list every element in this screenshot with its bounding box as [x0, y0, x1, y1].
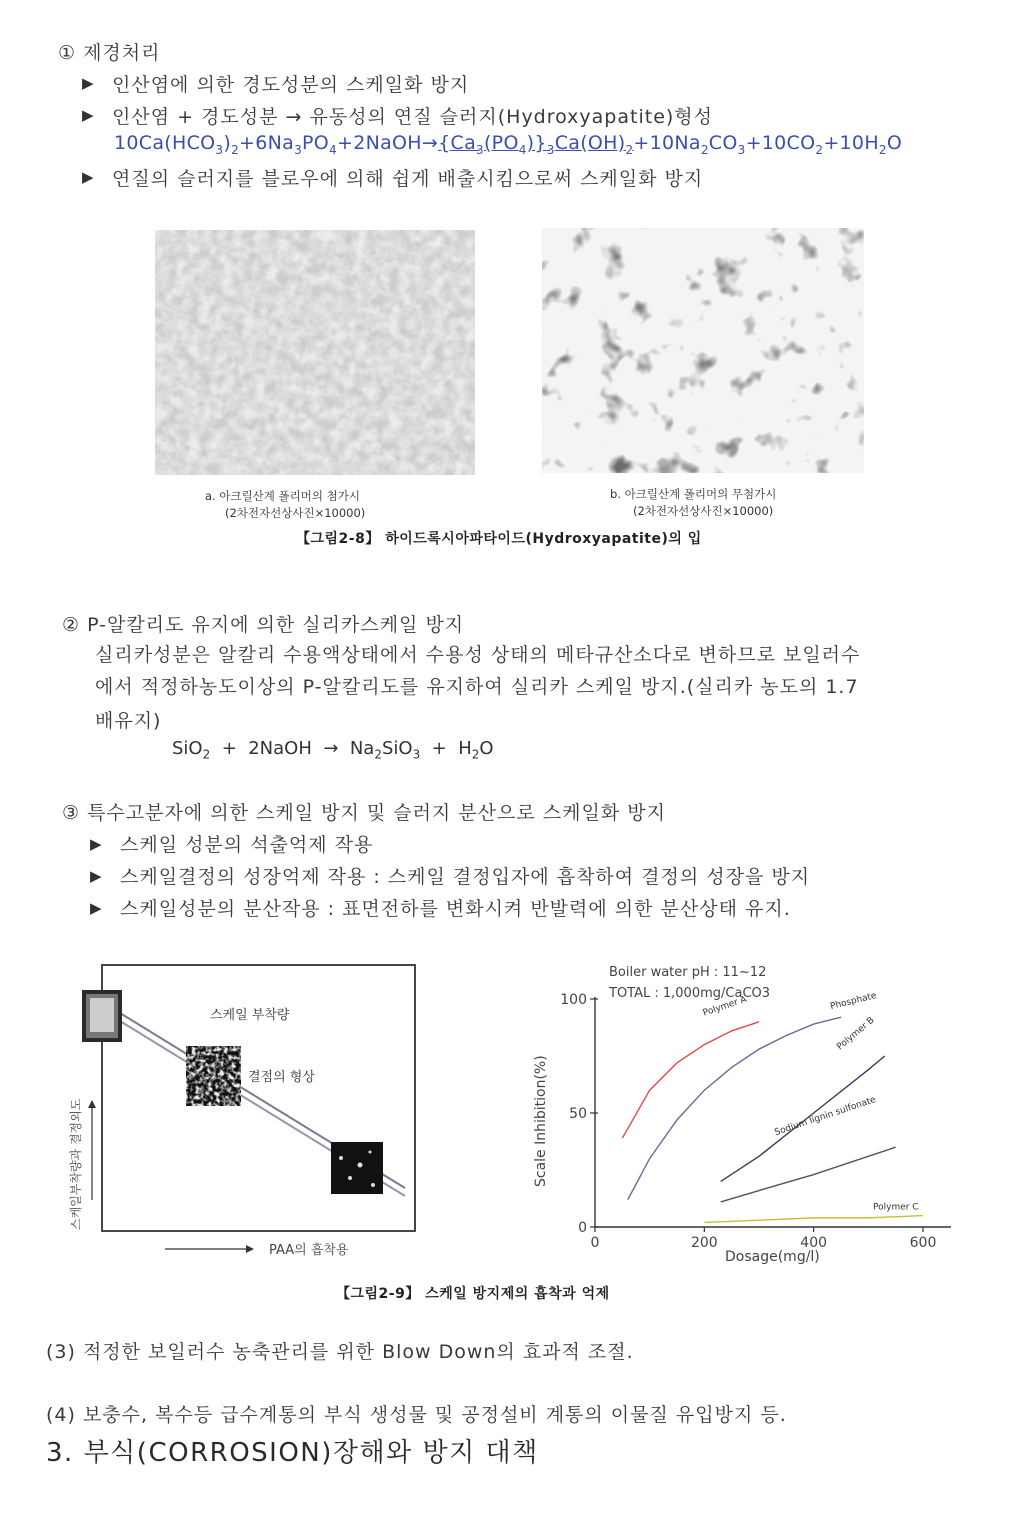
x-tick-label: 600: [909, 1235, 937, 1251]
chart-y-label: Scale Inhibition(%): [533, 1055, 549, 1187]
chart-title-line1: Boiler water pH : 11~12: [609, 965, 767, 980]
series-line-sodium-lignin-sulfonate: [721, 1147, 896, 1202]
series-line-polymer-c: [704, 1216, 923, 1223]
scale-inhibition-chart: [525, 955, 965, 1275]
label-crystal-shape: 결점의 형상: [248, 1070, 315, 1085]
section1-bullet-2: 인산염 + 경도성분 → 유동성의 연질 슬러지(Hydroxyapatite)형성: [112, 106, 714, 128]
chart-svg: [525, 955, 965, 1275]
bullet-icon: ▶: [90, 899, 102, 917]
hydroxyapatite-equation: $10Ca(HCO_3)_2+6Na_3PO_4+2NaOH\to\{Ca_3(PO_4)\}_3Ca(OH)_2+10Na_2CO_3+10CO_2+10H_2O$: [114, 132, 903, 157]
caption-a-line1: a. 아크릴산계 폴리머의 첨가시: [205, 489, 360, 503]
figure-2-9-title: 【그림2-9】 스케일 방지제의 흡착과 억제: [336, 1286, 610, 1302]
series-label: Polymer B: [835, 1015, 877, 1053]
bullet-icon: ▶: [90, 835, 102, 853]
series-line-polymer-a: [622, 1022, 759, 1138]
crystal-image-small: [331, 1142, 383, 1194]
section-heading-corrosion: 3. 부식(CORROSION)장해와 방지 대책: [46, 1438, 539, 1468]
x-tick-label: 400: [800, 1235, 828, 1251]
figure-2-8-title: 【그림2-8】 하이드록시아파타이드(Hydroxyapatite)의 입: [296, 531, 702, 547]
series-label: Polymer A: [701, 994, 749, 1019]
caption-b-line2: (2차전자선상사진×10000): [633, 504, 774, 518]
section3-bullet-3: 스케일성분의 분산작용 : 표면전하를 변화시켜 반발력에 의한 분산상태 유지.: [120, 898, 791, 920]
label-x-axis: PAA의 흡착용: [269, 1243, 349, 1258]
section3-bullet-2: 스케일결정의 성장억제 작용 : 스케일 결정입자에 흡착하여 결정의 성장을 방지: [120, 866, 811, 888]
chart-title-line2: TOTAL : 1,000mg/CaCO3: [609, 986, 771, 1001]
silica-equation: SiO$_2$ + 2NaOH → $Na_2SiO_3 + H_2O$: [172, 738, 494, 762]
bullet-icon: ▶: [82, 168, 94, 186]
label-y-axis: 스케일부착량과 결정외도: [69, 1098, 83, 1230]
series-label: Sodium lignin sulfonate: [773, 1094, 878, 1139]
section1-bullet-3: 연질의 슬러지를 블로우에 의해 쉽게 배출시킴으로써 스케일화 방지: [112, 168, 704, 190]
x-tick-label: 200: [690, 1235, 718, 1251]
section1-title: ① 제경처리: [58, 42, 161, 64]
caption-a-line2: (2차전자선상사진×10000): [225, 506, 366, 520]
section2-body-line2: 에서 적정하농도이상의 P-알칼리도를 유지하여 실리카 스케일 방지.(실리카 농도의 1.7: [95, 676, 859, 698]
sem-photo-with-polymer: [155, 230, 475, 475]
series-label: Polymer C: [873, 1202, 919, 1213]
bullet-icon: ▶: [82, 74, 94, 92]
x-tick-label: 0: [590, 1235, 600, 1251]
section2-body-line1: 실리카성분은 알칼리 수용액상태에서 수용성 상태의 메타규산소다로 변하므로 보일러수: [95, 644, 861, 666]
label-scale-amount: 스케일 부착량: [210, 1008, 290, 1023]
y-tick-label: 100: [560, 992, 587, 1008]
adsorption-diagram: [60, 960, 430, 1260]
bullet-icon: ▶: [82, 106, 94, 124]
y-tick-label: 0: [578, 1220, 587, 1236]
series-label: Phosphate: [829, 990, 878, 1013]
bullet-icon: ▶: [90, 867, 102, 885]
section1-bullet-1: 인산염에 의한 경도성분의 스케일화 방지: [112, 74, 470, 96]
section3-bullet-1: 스케일 성분의 석출억제 작용: [120, 834, 374, 856]
item-4: (4) 보충수, 복수등 급수계통의 부식 생성물 및 공정설비 계통의 이물질 유입방지 등.: [46, 1404, 787, 1426]
y-tick-label: 50: [569, 1106, 587, 1122]
section2-body-line3: 배유지): [95, 710, 162, 732]
chart-x-label: Dosage(mg/l): [725, 1249, 820, 1265]
section3-title: ③ 특수고분자에 의한 스케일 방지 및 슬러지 분산으로 스케일화 방지: [62, 802, 666, 824]
section2-title: ② P-알칼리도 유지에 의한 실리카스케일 방지: [62, 614, 465, 636]
item-3: (3) 적정한 보일러수 농축관리를 위한 Blow Down의 효과적 조절.: [46, 1341, 634, 1363]
sem-photo-without-polymer: [542, 228, 864, 473]
caption-b-line1: b. 아크릴산계 폴리머의 무첨가시: [610, 487, 777, 501]
